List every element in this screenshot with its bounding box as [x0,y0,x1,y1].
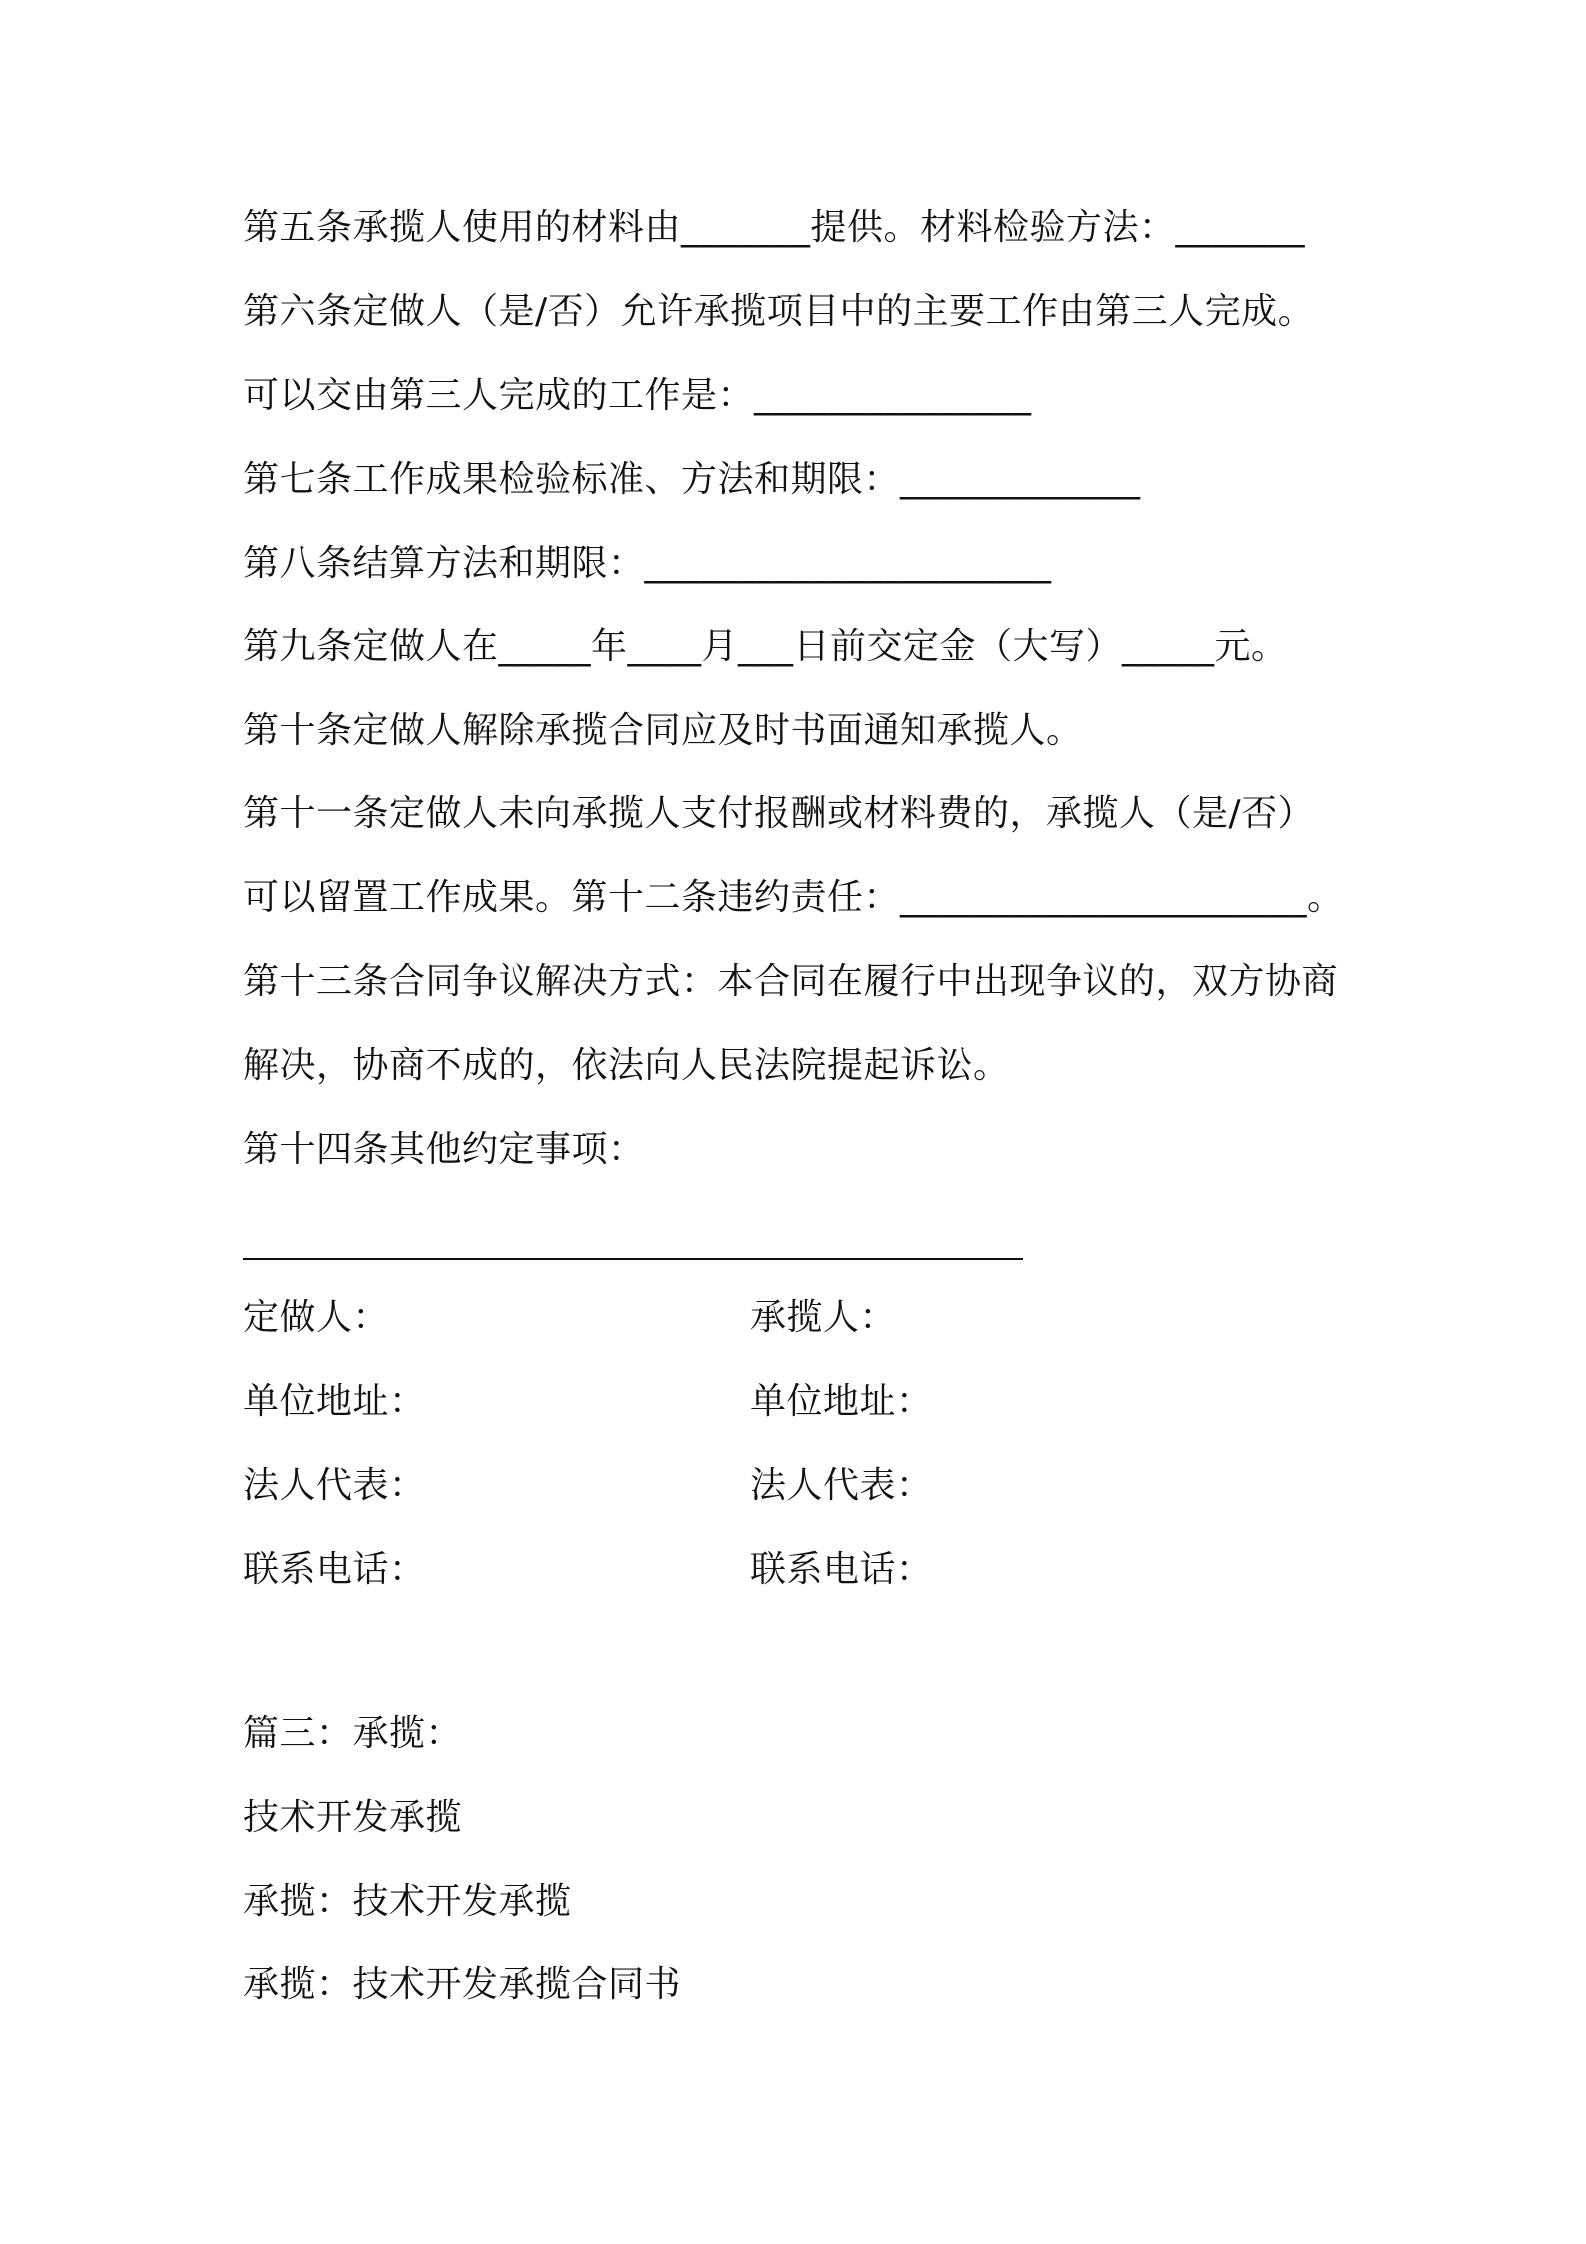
article-11: 第十一条定做人未向承揽人支付报酬或材料费的，承揽人（是/否） [243,793,1315,834]
signature-party-left: 定做人： [243,1297,390,1338]
section-3-line-1: 技术开发承揽 [243,1797,463,1838]
signature-phone-right: 联系电话： [750,1549,933,1590]
signature-party-right: 承揽人： [750,1297,897,1338]
article-5: 第五条承揽人使用的材料由_______提供。材料检验方法：_______ [243,207,1306,248]
signature-representative-right: 法人代表： [750,1465,933,1506]
article-13: 第十三条合同争议解决方式：本合同在履行中出现争议的，双方协商 [243,961,1339,1002]
article-7: 第七条工作成果检验标准、方法和期限：_____________ [243,459,1141,500]
article-13-continued: 解决，协商不成的，依法向人民法院提起诉讼。 [243,1045,1010,1086]
section-3-line-2: 承揽：技术开发承揽 [243,1881,572,1922]
article-14: 第十四条其他约定事项： [243,1129,645,1170]
blank-fill-line [243,1258,1023,1260]
article-9: 第九条定做人在_____年____月___日前交定金（大写）_____元。 [243,626,1288,667]
article-6-continued: 可以交由第三人完成的工作是：_______________ [243,375,1032,416]
signature-phone-left: 联系电话： [243,1549,426,1590]
signature-address-right: 单位地址： [750,1381,933,1422]
article-8: 第八条结算方法和期限：______________________ [243,543,1052,584]
section-3-heading: 篇三：承揽： [243,1713,463,1754]
signature-address-left: 单位地址： [243,1381,426,1422]
article-6: 第六条定做人（是/否）允许承揽项目中的主要工作由第三人完成。 [243,291,1315,332]
article-11-12-continued: 可以留置工作成果。第十二条违约责任：______________________。 [243,877,1344,918]
article-10: 第十条定做人解除承揽合同应及时书面通知承揽人。 [243,710,1083,751]
section-3-line-3: 承揽：技术开发承揽合同书 [243,1964,682,2005]
signature-representative-left: 法人代表： [243,1465,426,1506]
